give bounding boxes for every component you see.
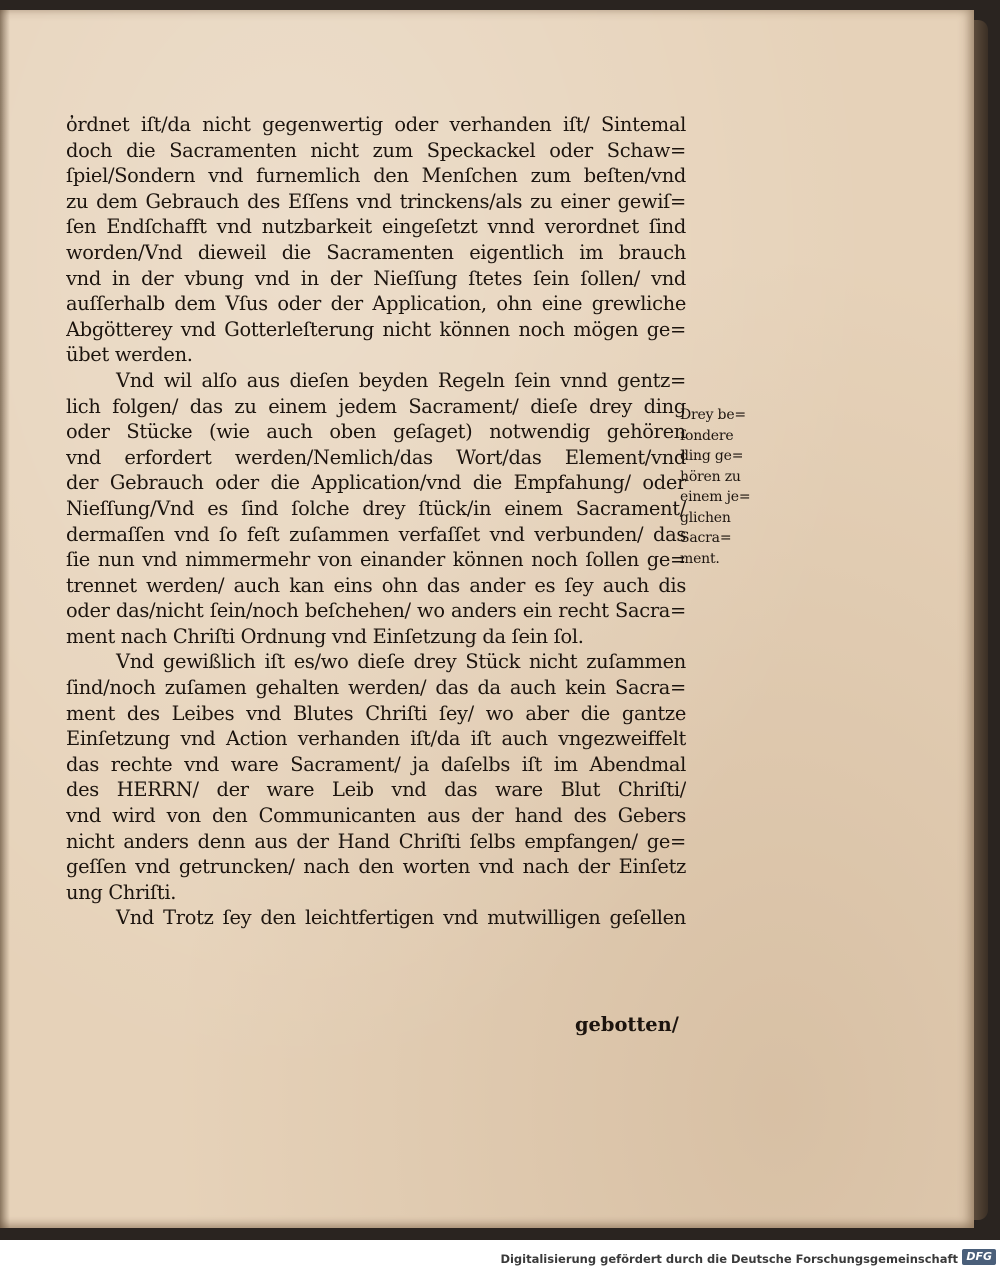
text-line: Einſetzung vnd Action verhanden iſt/da iſt auch vngezweiffelt (66, 727, 686, 751)
text-line: trennet werden/ auch kan eins ohn das ander es ſey auch dis (66, 573, 686, 597)
text-line: Vnd wil alſo aus dieſen beyden Regeln ſein vnnd gentz= (116, 368, 686, 392)
text-line: vnd erfordert werden/Nemlich/das Wort/das Element/vnd (66, 445, 686, 469)
text-line: der Gebrauch oder die Application/vnd die Empfahung/ oder (66, 471, 686, 495)
text-line: vnd wird von den Communicanten aus der hand des Gebers (66, 804, 686, 828)
marginal-note-line: Drey be= (680, 407, 746, 423)
text-line: das rechte vnd ware Sacrament/ ja daſelbs iſt im Abendmal (66, 752, 686, 776)
marginal-note-line: einem je= (680, 489, 751, 505)
text-line: geſſen vnd getruncken/ nach den worten vnd nach der Einſetz (66, 855, 686, 879)
text-line: worden/Vnd dieweil die Sacramenten eigentlich im brauch (66, 240, 686, 264)
marginal-note-line: hören zu (680, 468, 741, 485)
marginal-note-line: ding ge= (680, 448, 744, 464)
text-line: Vnd gewißlich iſt es/wo dieſe drey Stück nicht zuſammen (116, 650, 686, 674)
text-line: ſpiel/Sondern vnd furnemlich den Menſchen zum beſten/vnd (66, 164, 686, 188)
text-line: vnd in der vbung vnd in der Nieſſung ſtetes ſein ſollen/ vnd (66, 266, 686, 290)
text-line: Vnd Trotz ſey den leichtfertigen vnd mutwilligen geſellen (116, 906, 686, 930)
text-line: lich folgen/ das zu einem jedem Sacrament/ dieſe drey ding (66, 394, 686, 418)
text-line: Nieſſung/Vnd es ſind ſolche drey ſtück/in einem Sacrament/ (66, 496, 686, 520)
body-text (66, 112, 686, 931)
text-line: oder Stücke (wie auch oben geſaget) notwendig gehören (66, 420, 686, 444)
marginal-note-line: ment. (680, 550, 720, 567)
text-line: zu dem Gebrauch des Eſſens vnd trinckens/als zu einer gewiſ= (66, 189, 686, 213)
dfg-logo: DFG (962, 1249, 996, 1265)
text-line: oder das/nicht ſein/noch beſchehen/ wo anders ein recht Sacra= (66, 599, 686, 623)
text-line: auſſerhalb dem Vſus oder der Application, ohn eine grewliche (66, 292, 686, 316)
page-gutter-shadow (0, 10, 10, 1228)
marginal-note (680, 405, 776, 569)
text-line: Abgötterey vnd Gotterleſterung nicht können noch mögen ge= (66, 317, 686, 341)
marginal-note-line: Sacra= (680, 530, 732, 546)
text-line: doch die Sacramenten nicht zum Speckackel oder Schaw= (66, 138, 686, 162)
text-line: ung Chriſti. (66, 880, 177, 904)
text-line: übet werden. (66, 343, 193, 367)
text-line: ment nach Chriſti Ordnung vnd Einſetzung da ſein ſol. (66, 624, 584, 648)
text-line: ment des Leibes vnd Blutes Chriſti ſey/ wo aber die gantze (66, 701, 686, 725)
text-line: ſen Endſchafft vnd nutzbarkeit eingeſetzt vnnd verordnet ſind (66, 215, 686, 239)
text-line: ſind/noch zuſamen gehalten werden/ das da auch kein Sacra= (66, 676, 686, 700)
catchword: gebotten/ (575, 1013, 679, 1036)
marginal-note-line: ſondere (680, 427, 734, 444)
footer-credit: Digitalisierung gefördert durch die Deutsche Forschungsgemeinschaft (500, 1252, 958, 1266)
text-line: des HERRN/ der ware Leib vnd das ware Blut Chriſti/ (66, 778, 686, 802)
text-line: o̓rdnet iſt/da nicht gegenwertig oder verhanden iſt/ Sintemal (66, 113, 686, 136)
text-line: nicht anders denn aus der Hand Chriſti ſelbs empfangen/ ge= (66, 829, 686, 853)
text-line: dermaſſen vnd ſo feſt zuſammen verfaſſet vnd verbunden/ das (66, 522, 686, 546)
marginal-note-line: glichen (680, 509, 731, 526)
text-line: ſie nun vnd nimmermehr von einander können noch ſollen ge= (66, 548, 686, 572)
